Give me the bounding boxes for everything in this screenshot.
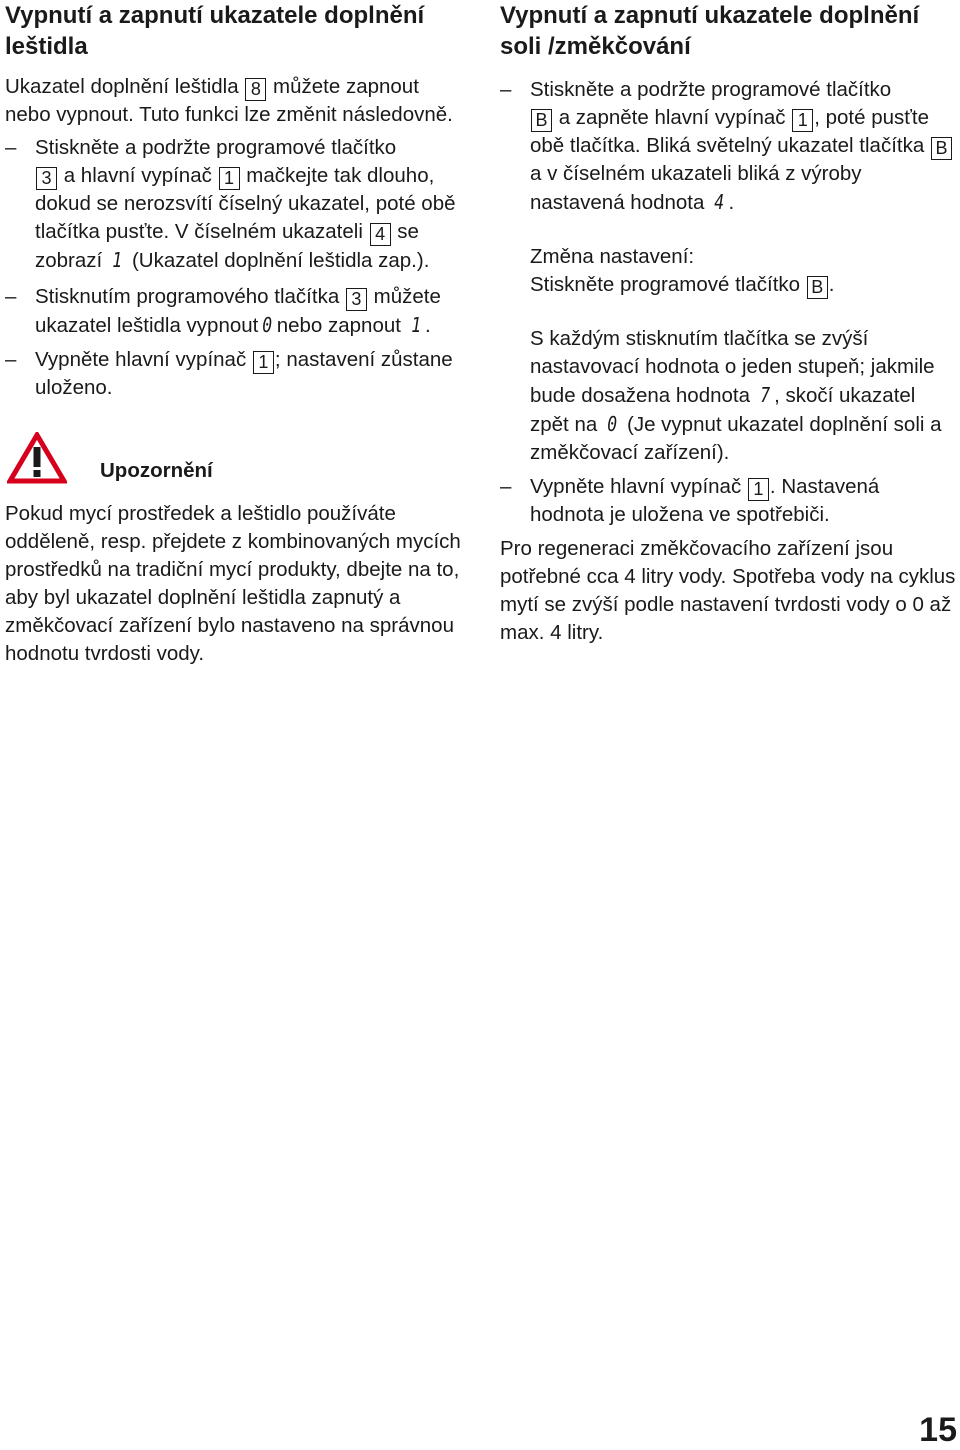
segment-digit: 1	[112, 248, 123, 272]
program-button-b-box: B	[531, 109, 552, 132]
main-switch-1-box: 1	[748, 478, 769, 501]
warning-header	[5, 432, 467, 488]
warning-triangle-icon	[7, 432, 67, 484]
list-item: – Stiskněte a podržte programové tlačítko 3 a hlavní vypínač 1 mačkejte tak dlouho, dokud se nerozsvítí číselný ukazatel, poté obě tlačítka pusťte. V číselném ukazateli 4 se zobrazí 1 (Ukazatel doplnění leštidla zap.).	[5, 136, 456, 272]
salt-heading: Vypnutí a zapnutí ukazatele doplnění soli /změkčování	[500, 2, 920, 60]
list-item: – Vypněte hlavní vypínač 1 . Nastavená hodnota je uložena ve spotřebiči.	[500, 475, 880, 526]
program-button-3-box: 3	[36, 167, 57, 190]
main-switch-1-box: 1	[253, 351, 274, 374]
list-dash: –	[5, 285, 17, 308]
segment-digit: 0	[607, 412, 618, 436]
key-8-box: 8	[245, 78, 266, 101]
program-button-3-box: 3	[346, 288, 367, 311]
main-switch-1-box: 1	[792, 109, 813, 132]
list-item: – Stiskněte a podržte programové tlačítko B a zapněte hlavní vypínač 1 , poté pusťte obě tlačítka. Bliká světelný ukazatel tlačítka B a v číselném ukazateli bliká z výroby nastavená hodnota 4 .	[500, 76, 958, 217]
list-dash: –	[5, 348, 17, 371]
right-column	[500, 0, 958, 647]
list-dash: –	[500, 78, 512, 101]
rinse-aid-heading: Vypnutí a zapnutí ukazatele doplnění leštidla	[5, 2, 425, 60]
warning-title: Upozornění	[100, 459, 213, 482]
left-column	[5, 0, 467, 668]
segment-digit: 1	[410, 313, 421, 337]
warning-text: Pokud mycí prostředek a leštidlo používáte odděleně, resp. přejdete z kombinovaných mycích prostředků na tradiční mycí produkty, dbejte na to, aby byl ukazatel doplnění leštidla zapnutý a změkčovací zařízení bylo nastaveno na správnou hodnotu tvrdosti vody.	[5, 502, 461, 665]
each-press-block: S každým stisknutím tlačítka se zvýší nastavovací hodnota o jeden stupeň; jakmile bude dosažena hodnota 7 , skočí ukazatel zpět na 0 (Je vypnut ukazatel doplnění soli a změkčovací zařízení).	[530, 327, 942, 464]
segment-digit: 7	[759, 383, 770, 407]
change-setting-label: Změna nastavení:	[530, 245, 695, 268]
segment-digit: 4	[714, 190, 725, 214]
display-4-box: 4	[370, 223, 391, 246]
program-button-b-box: B	[807, 276, 828, 299]
segment-digit: 0	[262, 313, 273, 337]
regeneration-paragraph: Pro regeneraci změkčovacího zařízení jsou potřebné cca 4 litry vody. Spotřeba vody na cyklus mytí se zvýší podle nastavení tvrdosti vody o 0 až max. 4 litry.	[500, 537, 956, 644]
page-number: 15	[919, 1411, 957, 1449]
program-button-b-box: B	[931, 137, 952, 160]
list-item: – Stisknutím programového tlačítka 3 můžete ukazatel leštidla vypnout 0 nebo zapnout 1 .	[5, 285, 441, 337]
main-switch-1-box: 1	[219, 167, 240, 190]
list-item: – Vypněte hlavní vypínač 1 ; nastavení zůstane uloženo.	[5, 348, 453, 399]
rinse-aid-intro: Ukazatel doplnění leštidla 8 můžete zapnout nebo vypnout. Tuto funkci lze změnit následovně.	[5, 75, 453, 126]
list-dash: –	[5, 136, 17, 159]
list-dash: –	[500, 475, 512, 498]
change-setting-block: Změna nastavení: Stiskněte programové tlačítko B .	[530, 245, 835, 297]
